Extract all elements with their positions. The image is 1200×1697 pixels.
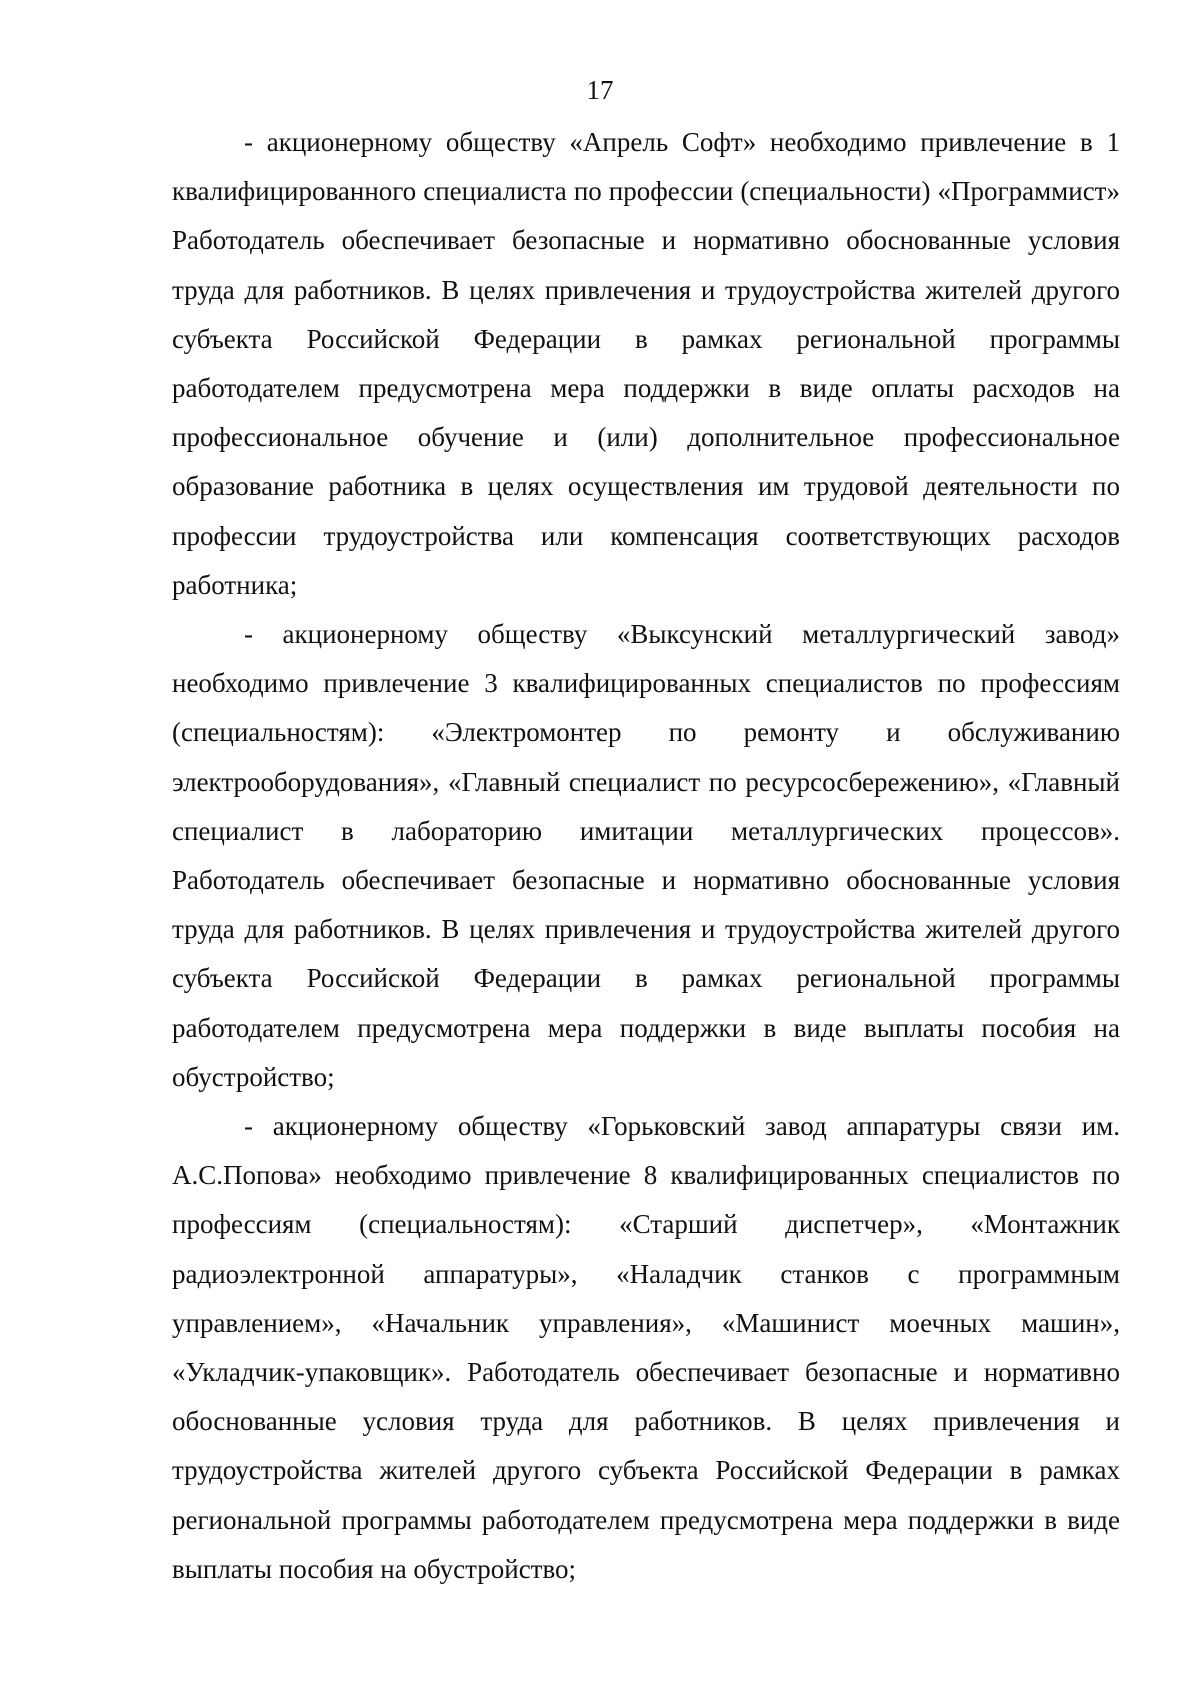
paragraph-april-soft: - акционерному обществу «Апрель Софт» необходимо привлечение в 1 квалифицированного специалиста по профессии (специальности) «Программист» Работодатель обеспечивает безопасные и нормативно обоснованные условия труда для работников. В целях привлечения и трудоустройства жителей другого субъекта Российской Федерации в рамках региональной программы работодателем предусмотрена мера поддержки в виде оплаты расходов на профессиональное обучение и (или) дополнительное профессиональное образование работника в целях осуществления им трудовой деятельности по профессии трудоустройства или компенсация соответствующих расходов работника; (172, 127, 1120, 600)
paragraph-vyksa-steel: - акционерному обществу «Выксунский металлургический завод» необходимо привлечение 3 квалифицированных специалистов по профессиям (специальностям): «Электромонтер по ремонту и обслуживанию электрооборудования», «Главный специалист по ресурсосбережению», «Главный специалист в лабораторию имитации металлургических процессов». Работодатель обеспечивает безопасные и нормативно обоснованные условия труда для работников. В целях привлечения и трудоустройства жителей другого субъекта Российской Федерации в рамках региональной программы работодателем предусмотрена мера поддержки в виде выплаты пособия на обустройство; (172, 619, 1120, 1092)
document-body (172, 118, 1120, 1594)
paragraph-gorky-communications-plant: - акционерному обществу «Горьковский завод аппаратуры связи им. А.С.Попова» необходимо привлечение 8 квалифицированных специалистов по профессиям (специальностям): «Старший диспетчер», «Монтажник радиоэлектронной аппаратуры», «Наладчик станков с программным управлением», «Начальник управления», «Машинист моечных машин», «Укладчик-упаковщик». Работодатель обеспечивает безопасные и нормативно обоснованные условия труда для работников. В целях привлечения и трудоустройства жителей другого субъекта Российской Федерации в рамках региональной программы работодателем предусмотрена мера поддержки в виде выплаты пособия на обустройство; (172, 1111, 1120, 1584)
page-number: 17 (586, 75, 614, 105)
